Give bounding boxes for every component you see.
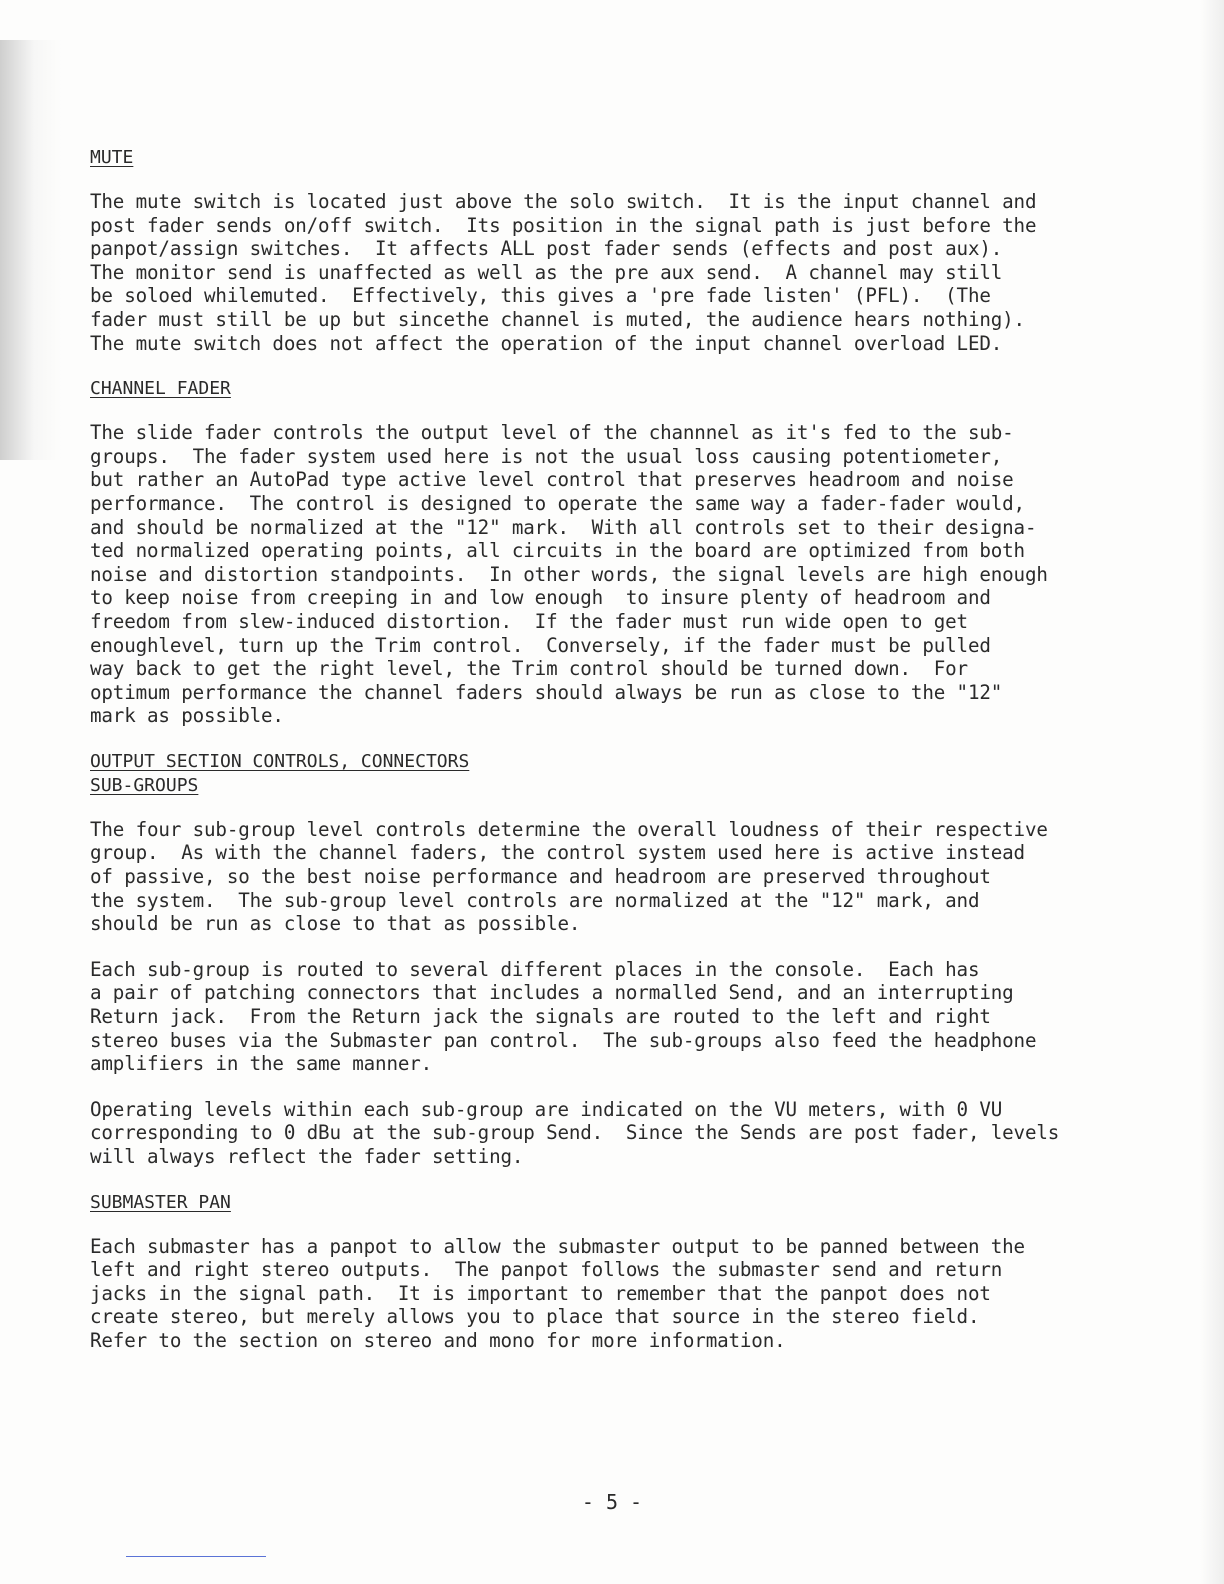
paragraph: Each sub-group is routed to several different places in the console. Each has a pair of patching connectors that includes a normalled Send, and an interrupting Return jack. From the Return jack the signals are routed to the left and right stereo buses via the Submaster pan control. The sub-groups also feed the headphone amplifiers in the same manner. xyxy=(90,957,1037,1076)
footer-rule xyxy=(126,1556,266,1557)
page-content xyxy=(90,146,1100,1353)
page-number: - 5 - xyxy=(581,1490,643,1514)
section-output-controls xyxy=(90,750,1100,1169)
section-channel-fader xyxy=(90,377,1100,728)
section-heading: SUBMASTER PAN xyxy=(90,1191,231,1213)
paragraph: The slide fader controls the output level of the channnel as it's fed to the sub- groups. The fader system used here is not the usual loss causing potentiometer, but rather an AutoPad type active level control that preserves headroom and noise performance. The control is designed to operate the same way a fader-fader would, and should be normalized at the "12" mark. With all controls set to their designa- ted normalized operating points, all circuits in the board are optimized from both noise and distortion standpoints. In other words, the signal levels are high enough to keep noise from creeping in and low enough to insure plenty of headroom and freedom from slew-induced distortion. If the fader must run wide open to get enoughlevel, turn up the Trim control. Conversely, if the fader must be pulled way back to get the right level, the Trim control should be turned down. For optimum performance the channel faders should always be run as close to the "12" mark as possible. xyxy=(90,421,1048,728)
paragraph: Each submaster has a panpot to allow the submaster output to be panned between the left and right stereo outputs. The panpot follows the submaster send and return jacks in the signal path. It is important to remember that the panpot does not create stereo, but merely allows you to place that source in the stereo field. Refer to the section on stereo and mono for more information. xyxy=(90,1234,1025,1352)
paragraph: The four sub-group level controls determine the overall loudness of their respective group. As with the channel faders, the control system used here is active instead of passive, so the best noise performance and headroom are preserved throughout the system. The sub-group level controls are normalized at the "12" mark, and should be run as close to that as possible. xyxy=(90,817,1048,936)
section-heading: MUTE xyxy=(90,147,134,168)
section-heading: CHANNEL FADER xyxy=(90,378,231,400)
paragraph: The mute switch is located just above the solo switch. It is the input channel and post fader sends on/off switch. Its position in the signal path is just before the panpot/assign switches. It affects ALL post fader sends (effects and post aux). The monitor send is unaffected as well as the pre aux send. A channel may still be soloed whilemuted. Effectively, this gives a 'pre fade listen' (PFL). (The fader must still be up but sincethe channel is muted, the audience hears nothing). The mute switch does not affect the operation of the input channel overload LED. xyxy=(90,190,1037,355)
section-mute xyxy=(90,146,1100,355)
scan-binding-edge xyxy=(0,40,62,460)
section-submaster-pan xyxy=(90,1191,1100,1353)
scan-edge-shade xyxy=(1200,0,1224,1584)
paragraph: Operating levels within each sub-group are indicated on the VU meters, with 0 VU corresponding to 0 dBu at the sub-group Send. Since the Sends are post fader, levels will always reflect the fader setting. xyxy=(90,1097,1060,1168)
section-heading: OUTPUT SECTION CONTROLS, CONNECTORS xyxy=(90,750,470,772)
section-subheading: SUB-GROUPS xyxy=(90,774,199,796)
